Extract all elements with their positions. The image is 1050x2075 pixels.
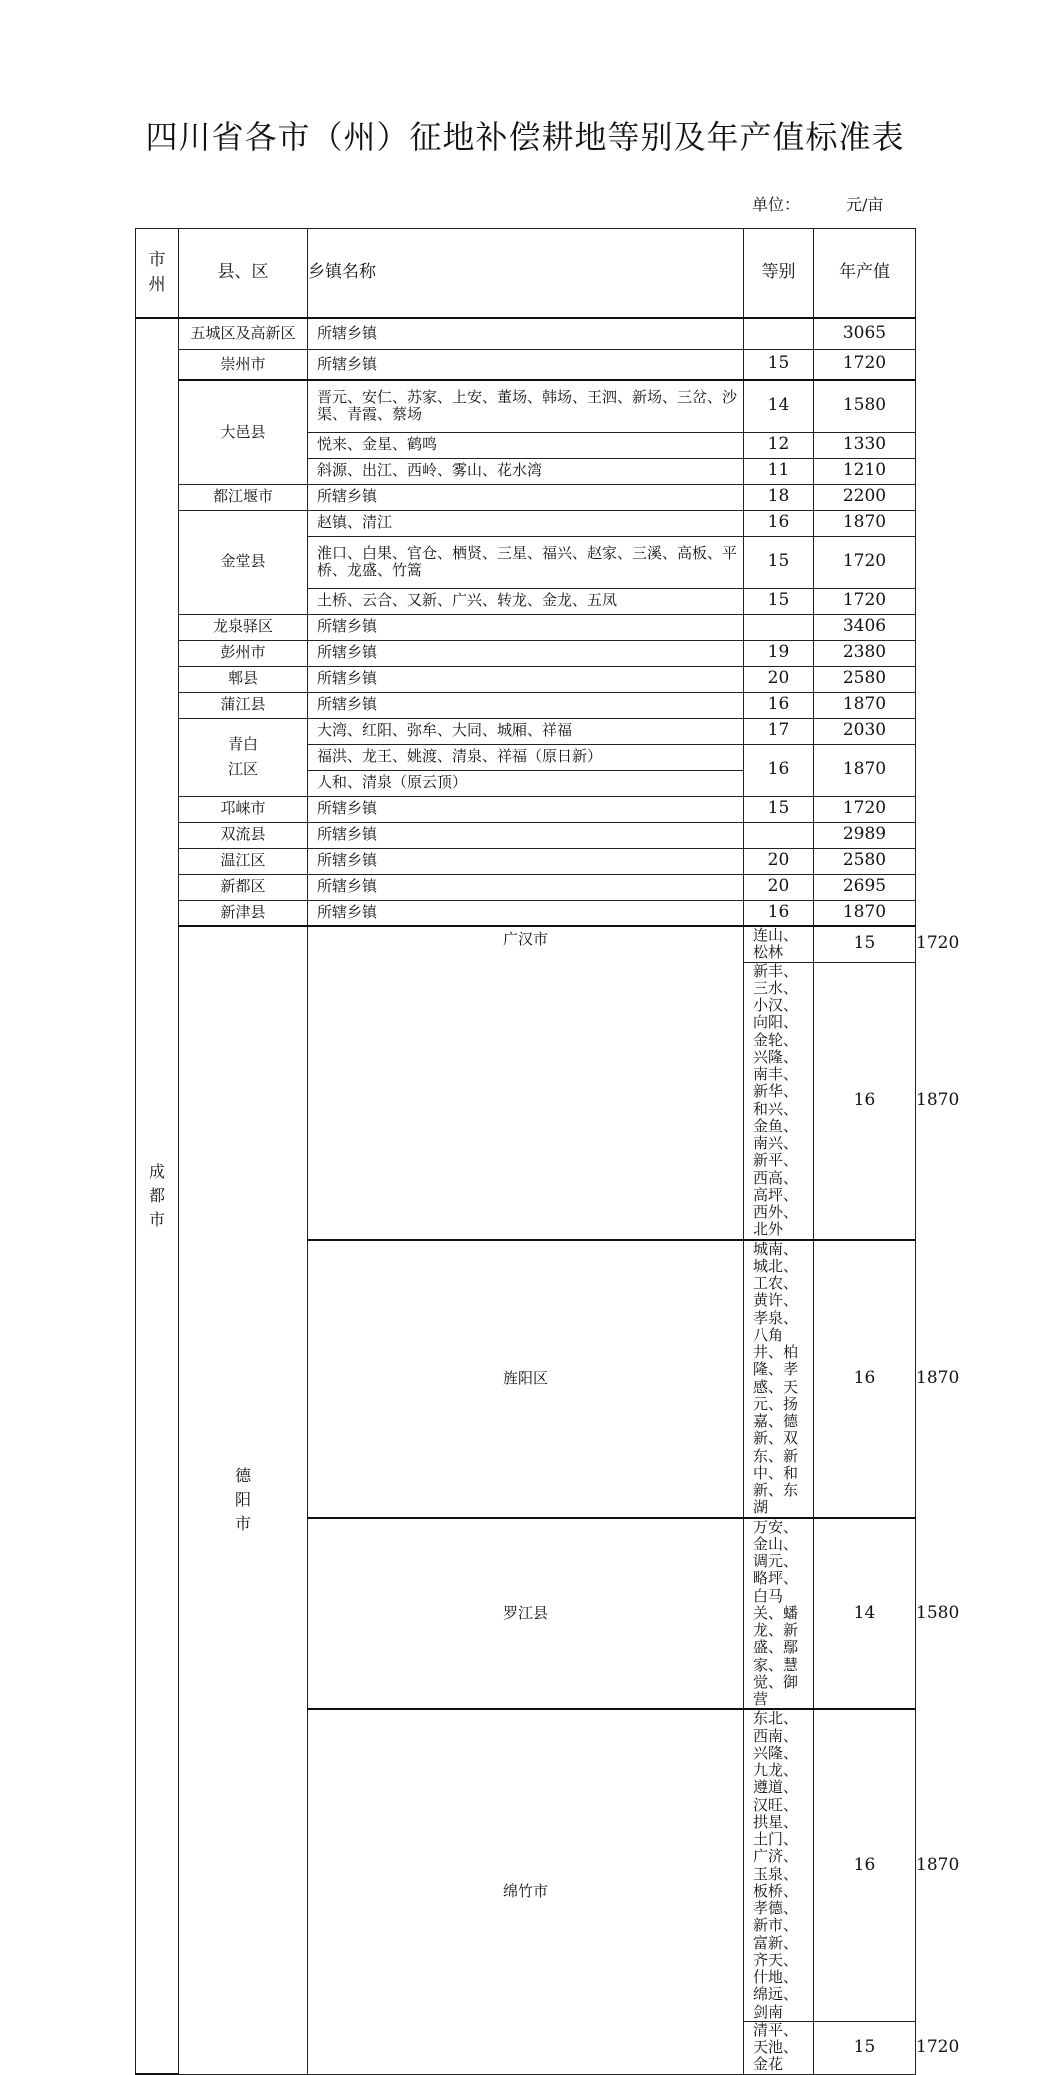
grade-cell: 20 (744, 874, 814, 900)
value-cell: 1580 (814, 380, 916, 432)
town-cell: 城南、城北、工农、黄许、孝泉、八角井、柏隆、孝感、天元、扬嘉、德新、双东、新中、和新、东湖 (744, 1240, 814, 1518)
header-city: 市州 (136, 229, 179, 319)
header-county: 县、区 (179, 229, 308, 319)
town-cell: 连山、松林 (744, 926, 814, 962)
grade-cell: 15 (744, 536, 814, 588)
grade-cell: 17 (744, 718, 814, 744)
unit-row (752, 192, 883, 215)
town-cell: 大湾、红阳、弥牟、大同、城厢、祥福 (308, 718, 744, 744)
table-row: 德阳市 广汉市 连山、松林 15 1720 (136, 926, 916, 962)
grade-cell (744, 822, 814, 848)
value-cell: 2030 (814, 718, 916, 744)
county-cell: 新都区 (179, 874, 308, 900)
town-cell: 赵镇、清江 (308, 510, 744, 536)
town-cell: 斜源、出江、西岭、雾山、花水湾 (308, 458, 744, 484)
value-cell: 1870 (814, 744, 916, 796)
value-cell: 2695 (814, 874, 916, 900)
county-cell: 旌阳区 (308, 1240, 744, 1518)
table-row: 新丰、三水、小汉、向阳、金轮、兴隆、南丰、新华、和兴、金鱼、南兴、新平、西高、高坪、西外、北外 16 1870 (136, 962, 916, 1240)
grade-cell: 11 (744, 458, 814, 484)
grade-cell: 20 (744, 848, 814, 874)
table-row (136, 848, 916, 874)
unit-label: 单位： (752, 195, 801, 214)
table-row (136, 510, 916, 536)
county-cell: 崇州市 (179, 349, 308, 380)
town-cell: 所辖乡镇 (308, 484, 744, 510)
grade-cell: 16 (814, 962, 916, 1240)
town-cell: 所辖乡镇 (308, 848, 744, 874)
grade-cell: 16 (744, 510, 814, 536)
table-row: 罗江县 万安、金山、调元、略坪、白马关、蟠龙、新盛、鄢家、慧觉、御营 14 1580 (136, 1518, 916, 1710)
table-row (136, 614, 916, 640)
county-cell: 都江堰市 (179, 484, 308, 510)
value-cell: 1870 (814, 510, 916, 536)
grade-cell: 20 (744, 666, 814, 692)
county-cell: 新津县 (179, 900, 308, 926)
town-cell: 所辖乡镇 (308, 318, 744, 349)
standards-table (135, 228, 960, 2075)
county-cell: 广汉市 (308, 926, 744, 1240)
value-cell: 1720 (814, 588, 916, 614)
town-cell: 所辖乡镇 (308, 640, 744, 666)
page-title: 四川省各市（州）征地补偿耕地等别及年产值标准表 (145, 118, 905, 156)
value-cell: 1330 (814, 432, 916, 458)
value-cell: 2380 (814, 640, 916, 666)
unit-value: 元/亩 (846, 195, 884, 214)
grade-cell: 16 (744, 692, 814, 718)
city-deyang: 德阳市 (179, 926, 308, 2074)
table-row: 旌阳区 城南、城北、工农、黄许、孝泉、八角井、柏隆、孝感、天元、扬嘉、德新、双东、新中、和新、东湖 16 1870 (136, 1240, 916, 1518)
grade-cell: 15 (814, 2021, 916, 2074)
town-cell: 福洪、龙王、姚渡、清泉、祥福（原日新） (308, 744, 744, 770)
grade-cell: 16 (744, 744, 814, 796)
table-row (136, 822, 916, 848)
county-cell: 龙泉驿区 (179, 614, 308, 640)
table-row (136, 692, 916, 718)
table-row (136, 900, 916, 926)
county-cell: 彭州市 (179, 640, 308, 666)
town-cell: 所辖乡镇 (308, 349, 744, 380)
table-row (136, 640, 916, 666)
table-row (136, 666, 916, 692)
grade-cell: 16 (814, 1240, 916, 1518)
header-value: 年产值 (814, 229, 916, 319)
value-cell: 2200 (814, 484, 916, 510)
grade-cell (744, 318, 814, 349)
table-row (136, 349, 916, 380)
county-cell: 青白 江区 (179, 718, 308, 796)
town-cell: 东北、西南、兴隆、九龙、遵道、汉旺、拱星、土门、广济、玉泉、板桥、孝德、新市、富新、齐天、什地、绵远、剑南 (744, 1709, 814, 2021)
value-cell: 2989 (814, 822, 916, 848)
table-row (136, 718, 916, 744)
value-cell: 1870 (814, 900, 916, 926)
value-cell: 1720 (814, 796, 916, 822)
county-cell: 郫县 (179, 666, 308, 692)
value-cell: 2580 (814, 848, 916, 874)
value-cell: 1720 (814, 349, 916, 380)
county-cell: 蒲江县 (179, 692, 308, 718)
table-row: 绵竹市 东北、西南、兴隆、九龙、遵道、汉旺、拱星、土门、广济、玉泉、板桥、孝德、新市、富新、齐天、什地、绵远、剑南 16 1870 (136, 1709, 916, 2021)
county-cell: 金堂县 (179, 510, 308, 614)
table-row (136, 874, 916, 900)
value-cell: 1210 (814, 458, 916, 484)
grade-cell: 14 (814, 1518, 916, 1710)
town-cell: 土桥、云合、又新、广兴、转龙、金龙、五凤 (308, 588, 744, 614)
value-cell: 3065 (814, 318, 916, 349)
grade-cell: 16 (744, 900, 814, 926)
town-cell: 所辖乡镇 (308, 796, 744, 822)
grade-cell: 14 (744, 380, 814, 432)
grade-cell: 15 (744, 796, 814, 822)
town-cell: 所辖乡镇 (308, 666, 744, 692)
header-grade: 等别 (744, 229, 814, 319)
county-cell: 双流县 (179, 822, 308, 848)
table-row (136, 380, 916, 432)
county-cell: 温江区 (179, 848, 308, 874)
county-cell: 罗江县 (308, 1518, 744, 1710)
header-town: 乡镇名称 (308, 229, 744, 319)
town-cell: 淮口、白果、官仓、栖贤、三星、福兴、赵家、三溪、高板、平桥、龙盛、竹篙 (308, 536, 744, 588)
grade-cell: 15 (744, 588, 814, 614)
value-cell: 2580 (814, 666, 916, 692)
grade-cell: 12 (744, 432, 814, 458)
grade-cell: 15 (744, 349, 814, 380)
table-row: 清平、天池、金花 15 1720 (136, 2021, 916, 2074)
value-cell: 3406 (814, 614, 916, 640)
grade-cell: 15 (814, 926, 916, 962)
grade-cell (744, 614, 814, 640)
table-row (136, 484, 916, 510)
town-cell: 所辖乡镇 (308, 874, 744, 900)
town-cell: 新丰、三水、小汉、向阳、金轮、兴隆、南丰、新华、和兴、金鱼、南兴、新平、西高、高坪、西外、北外 (744, 962, 814, 1240)
town-cell: 所辖乡镇 (308, 900, 744, 926)
town-cell: 人和、清泉（原云顶） (308, 770, 744, 796)
town-cell: 悦来、金星、鹤鸣 (308, 432, 744, 458)
value-cell: 1870 (814, 692, 916, 718)
county-cell: 绵竹市 (308, 1709, 744, 2074)
grade-cell: 18 (744, 484, 814, 510)
county-cell: 大邑县 (179, 380, 308, 484)
grade-cell: 19 (744, 640, 814, 666)
county-cell: 邛崃市 (179, 796, 308, 822)
table-row (136, 796, 916, 822)
town-cell: 晋元、安仁、苏家、上安、董场、韩场、王泗、新场、三岔、沙渠、青霞、蔡场 (308, 380, 744, 432)
town-cell: 所辖乡镇 (308, 614, 744, 640)
grade-cell: 16 (814, 1709, 916, 2021)
city-chengdu: 成都市 (136, 318, 179, 2074)
town-cell: 万安、金山、调元、略坪、白马关、蟠龙、新盛、鄢家、慧觉、御营 (744, 1518, 814, 1710)
value-cell: 1720 (814, 536, 916, 588)
table-header-row (136, 229, 916, 319)
county-cell: 五城区及高新区 (179, 318, 308, 349)
table-row (136, 318, 916, 349)
town-cell: 所辖乡镇 (308, 822, 744, 848)
town-cell: 清平、天池、金花 (744, 2021, 814, 2074)
town-cell: 所辖乡镇 (308, 692, 744, 718)
